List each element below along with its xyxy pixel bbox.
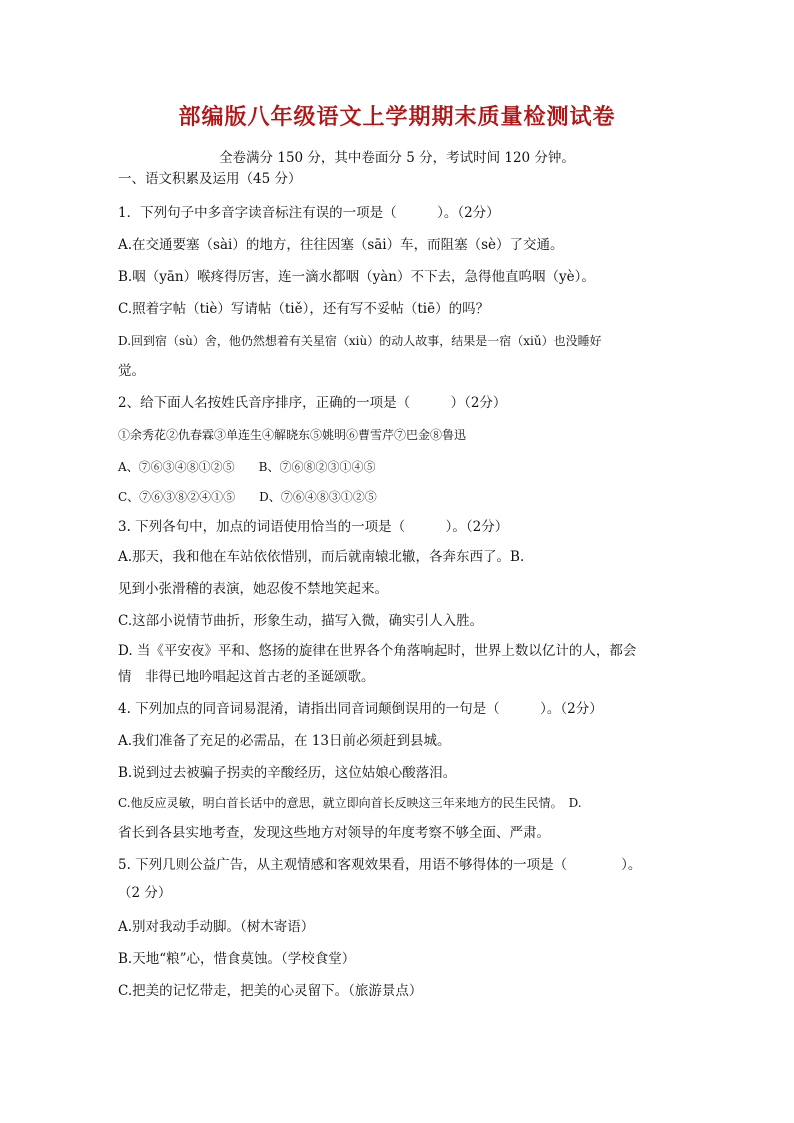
q3-option-d-cont: 情 非得已地吟唱起这首古老的圣诞颂歌。 [118,669,375,685]
q3-option-c: C.这部小说情节曲折，形象生动，描写入微，确实引人入胜。 [118,613,484,629]
section-heading: 一、语文积累及运用（45 分） [118,171,302,187]
q5-option-a: A.别对我动手动脚。（树木寄语） [118,919,315,935]
q1-option-a: A.在交通要塞（sài）的地方，往往因塞（sāi）车，而阻塞（sè）了交通。 [118,237,564,253]
q4-option-a: A.我们准备了充足的必需品，在 13日前必须赶到县城。 [118,733,451,749]
q5-score: （2 分） [118,885,172,901]
exam-title: 部编版八年级语文上学期期末质量检测试卷 [178,104,616,130]
q3-option-d: D. 当《平安夜》平和、悠扬的旋律在世界各个角落响起时，世界上数以亿计的人，都会 [118,643,637,659]
q4-option-c: C.他反应灵敏，明白首长话中的意思，就立即向首长反映这三年来地方的民生民情。 D. [118,796,582,810]
exam-subtitle: 全卷满分 150 分，其中卷面分 5 分，考试时间 120 分钟。 [219,150,575,166]
q2-options-cd: C、⑦⑥③⑧②④①⑤ D、⑦⑥④⑧③①②⑤ [118,490,377,504]
q4-stem: 4. 下列加点的同音词易混淆，请指出同音词颠倒误用的一句是（ ）。（2分） [118,701,603,717]
q1-stem: 1．下列句子中多音字读音标注有误的一项是（ ）。（2分） [118,205,500,221]
q3-stem: 3. 下列各句中，加点的词语使用恰当的一项是（ ）。（2分） [118,519,509,535]
q1-option-c: C.照着字帖（tiè）写请帖（tiě），还有写不妥帖（tiē）的吗？ [118,301,490,317]
q5-stem: 5. 下列几则公益广告，从主观情感和客观效果看，用语不够得体的一项是（ ）。 [118,857,642,873]
q1-option-d-cont: 觉。 [118,363,145,379]
q1-option-d: D.回到宿（sù）舍，他仍然想着有关星宿（xiù）的动人故事，结果是一宿（xiǔ）也没睡好 [118,334,602,348]
q3-option-b: 见到小张滑稽的表演，她忍俊不禁地笑起来。 [118,581,388,597]
q2-names: ①余秀花②仇春霖③单连生④解晓东⑤姚明⑥曹雪芹⑦巴金⑧鲁迅 [118,428,467,442]
q5-option-b: B.天地“粮”心，惜食莫蚀。（学校食堂） [118,951,356,967]
q4-option-b: B.说到过去被骗子拐卖的辛酸经历，这位姑娘心酸落泪。 [118,765,457,781]
q4-option-d: 省长到各县实地考查，发现这些地方对领导的年度考察不够全面、严肃。 [118,825,550,841]
q2-options-ab: A、⑦⑥③④⑧①②⑤ B、⑦⑥⑧②③①④⑤ [118,460,376,474]
q2-stem: 2、给下面人名按姓氏音序排序，正确的一项是（ ）（2分） [118,395,507,411]
q5-option-c: C.把美的记忆带走，把美的心灵留下。（旅游景点） [118,983,423,999]
q1-option-b: B.咽（yān）喉疼得厉害，连一滴水都咽（yàn）不下去，急得他直呜咽（yè）。 [118,269,595,285]
q3-option-a: A.那天，我和他在车站依依惜别，而后就南辕北辙，各奔东西了。B. [118,549,525,565]
